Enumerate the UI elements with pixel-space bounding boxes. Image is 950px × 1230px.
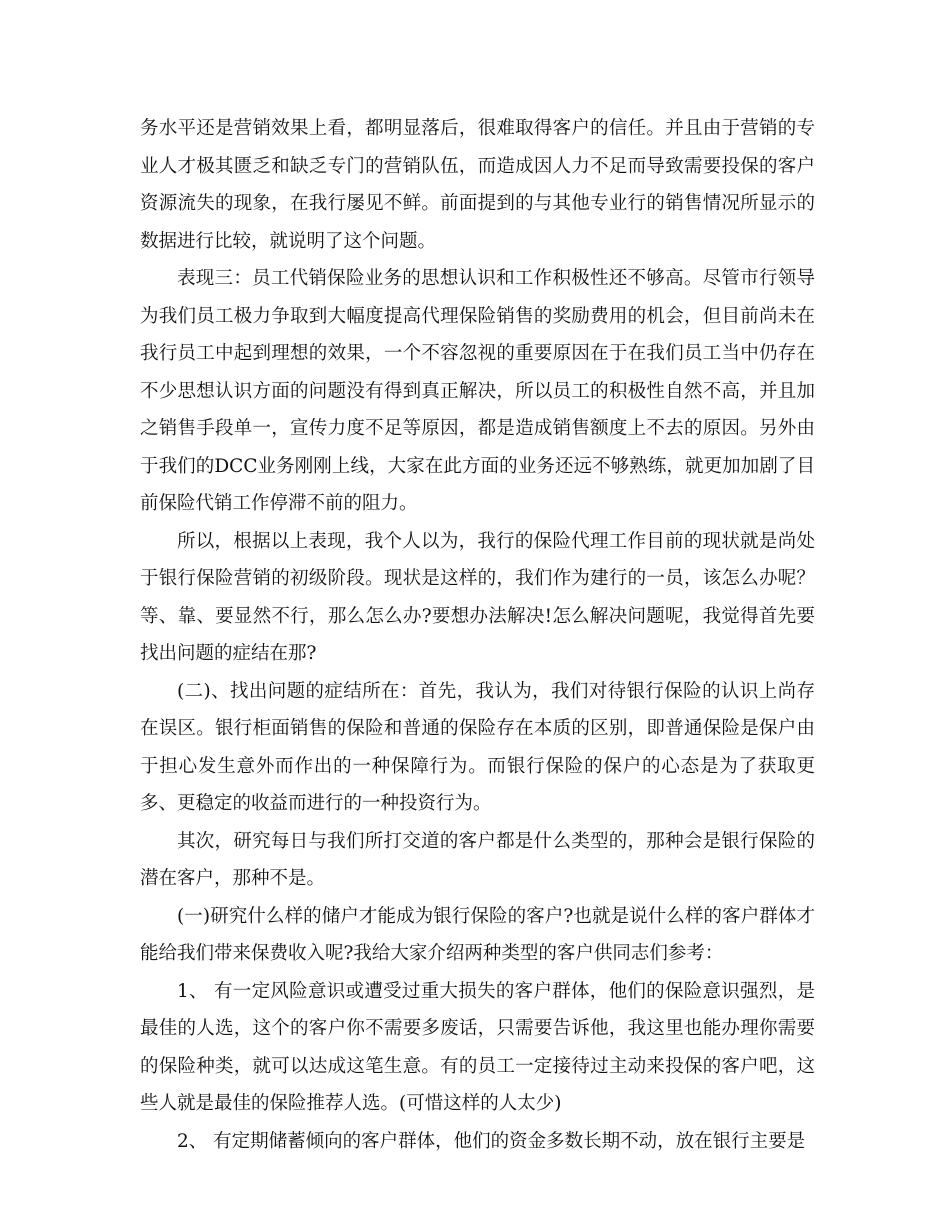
paragraph-8: 2、 有定期储蓄倾向的客户群体，他们的资金多数长期不动，放在银行主要是	[177, 1130, 806, 1152]
paragraph-6: (一)研究什么样的储户才能成为银行保险的客户?也就是说什么样的客户群体才能给我们带来保费收入呢?我给大家介绍两种类型的客户供同志们参考：	[140, 905, 815, 964]
paragraph-4: (二)、找出问题的症结所在：首先，我认为，我们对待银行保险的认识上尚存在误区。银行柜面销售的保险和普通的保险存在本质的区别，即普通保险是保户由于担心发生意外而作出的一种保障行为。而银行保险的保户的心态是为了获取更多、更稳定的收益而进行的一种投资行为。	[140, 680, 815, 814]
paragraph-7: 1、 有一定风险意识或遭受过重大损失的客户群体，他们的保险意识强烈，是最佳的人选，这个的客户你不需要多废话，只需要告诉他，我这里也能办理你需要的保险种类，就可以达成这笔生意。有的员工一定接待过主动来投保的客户吧，这些人就是最佳的保险推荐人选。(可惜这样的人太少)	[140, 980, 815, 1114]
paragraph-5: 其次，研究每日与我们所打交道的客户都是什么类型的，那种会是银行保险的潜在客户，那种不是。	[140, 830, 815, 889]
paragraph-1: 务水平还是营销效果上看，都明显落后，很难取得客户的信任。并且由于营销的专业人才极其匮乏和缺乏专门的营销队伍，而造成因人力不足而导致需要投保的客户资源流失的现象，在我行屡见不鲜。前面提到的与其他专业行的销售情况所显示的数据进行比较，就说明了这个问题。	[140, 118, 815, 252]
document-page	[140, 110, 815, 1160]
paragraph-2: 表现三：员工代销保险业务的思想认识和工作积极性还不够高。尽管市行领导为我们员工极力争取到大幅度提高代理保险销售的奖励费用的机会，但目前尚未在我行员工中起到理想的效果，一个不容忽视的重要原因在于在我们员工当中仍存在不少思想认识方面的问题没有得到真正解决，所以员工的积极性自然不高，并且加之销售手段单一，宣传力度不足等原因，都是造成销售额度上不去的原因。另外由于我们的DCC业务刚刚上线，大家在此方面的业务还远不够熟练，就更加加剧了目前保险代销工作停滞不前的阻力。	[140, 268, 815, 514]
paragraph-3: 所以，根据以上表现，我个人以为，我行的保险代理工作目前的现状就是尚处于银行保险营销的初级阶段。现状是这样的，我们作为建行的一员，该怎么办呢？等、靠、要显然不行，那么怎么办?要想办法解决!怎么解决问题呢，我觉得首先要找出问题的症结在那?	[140, 530, 815, 664]
